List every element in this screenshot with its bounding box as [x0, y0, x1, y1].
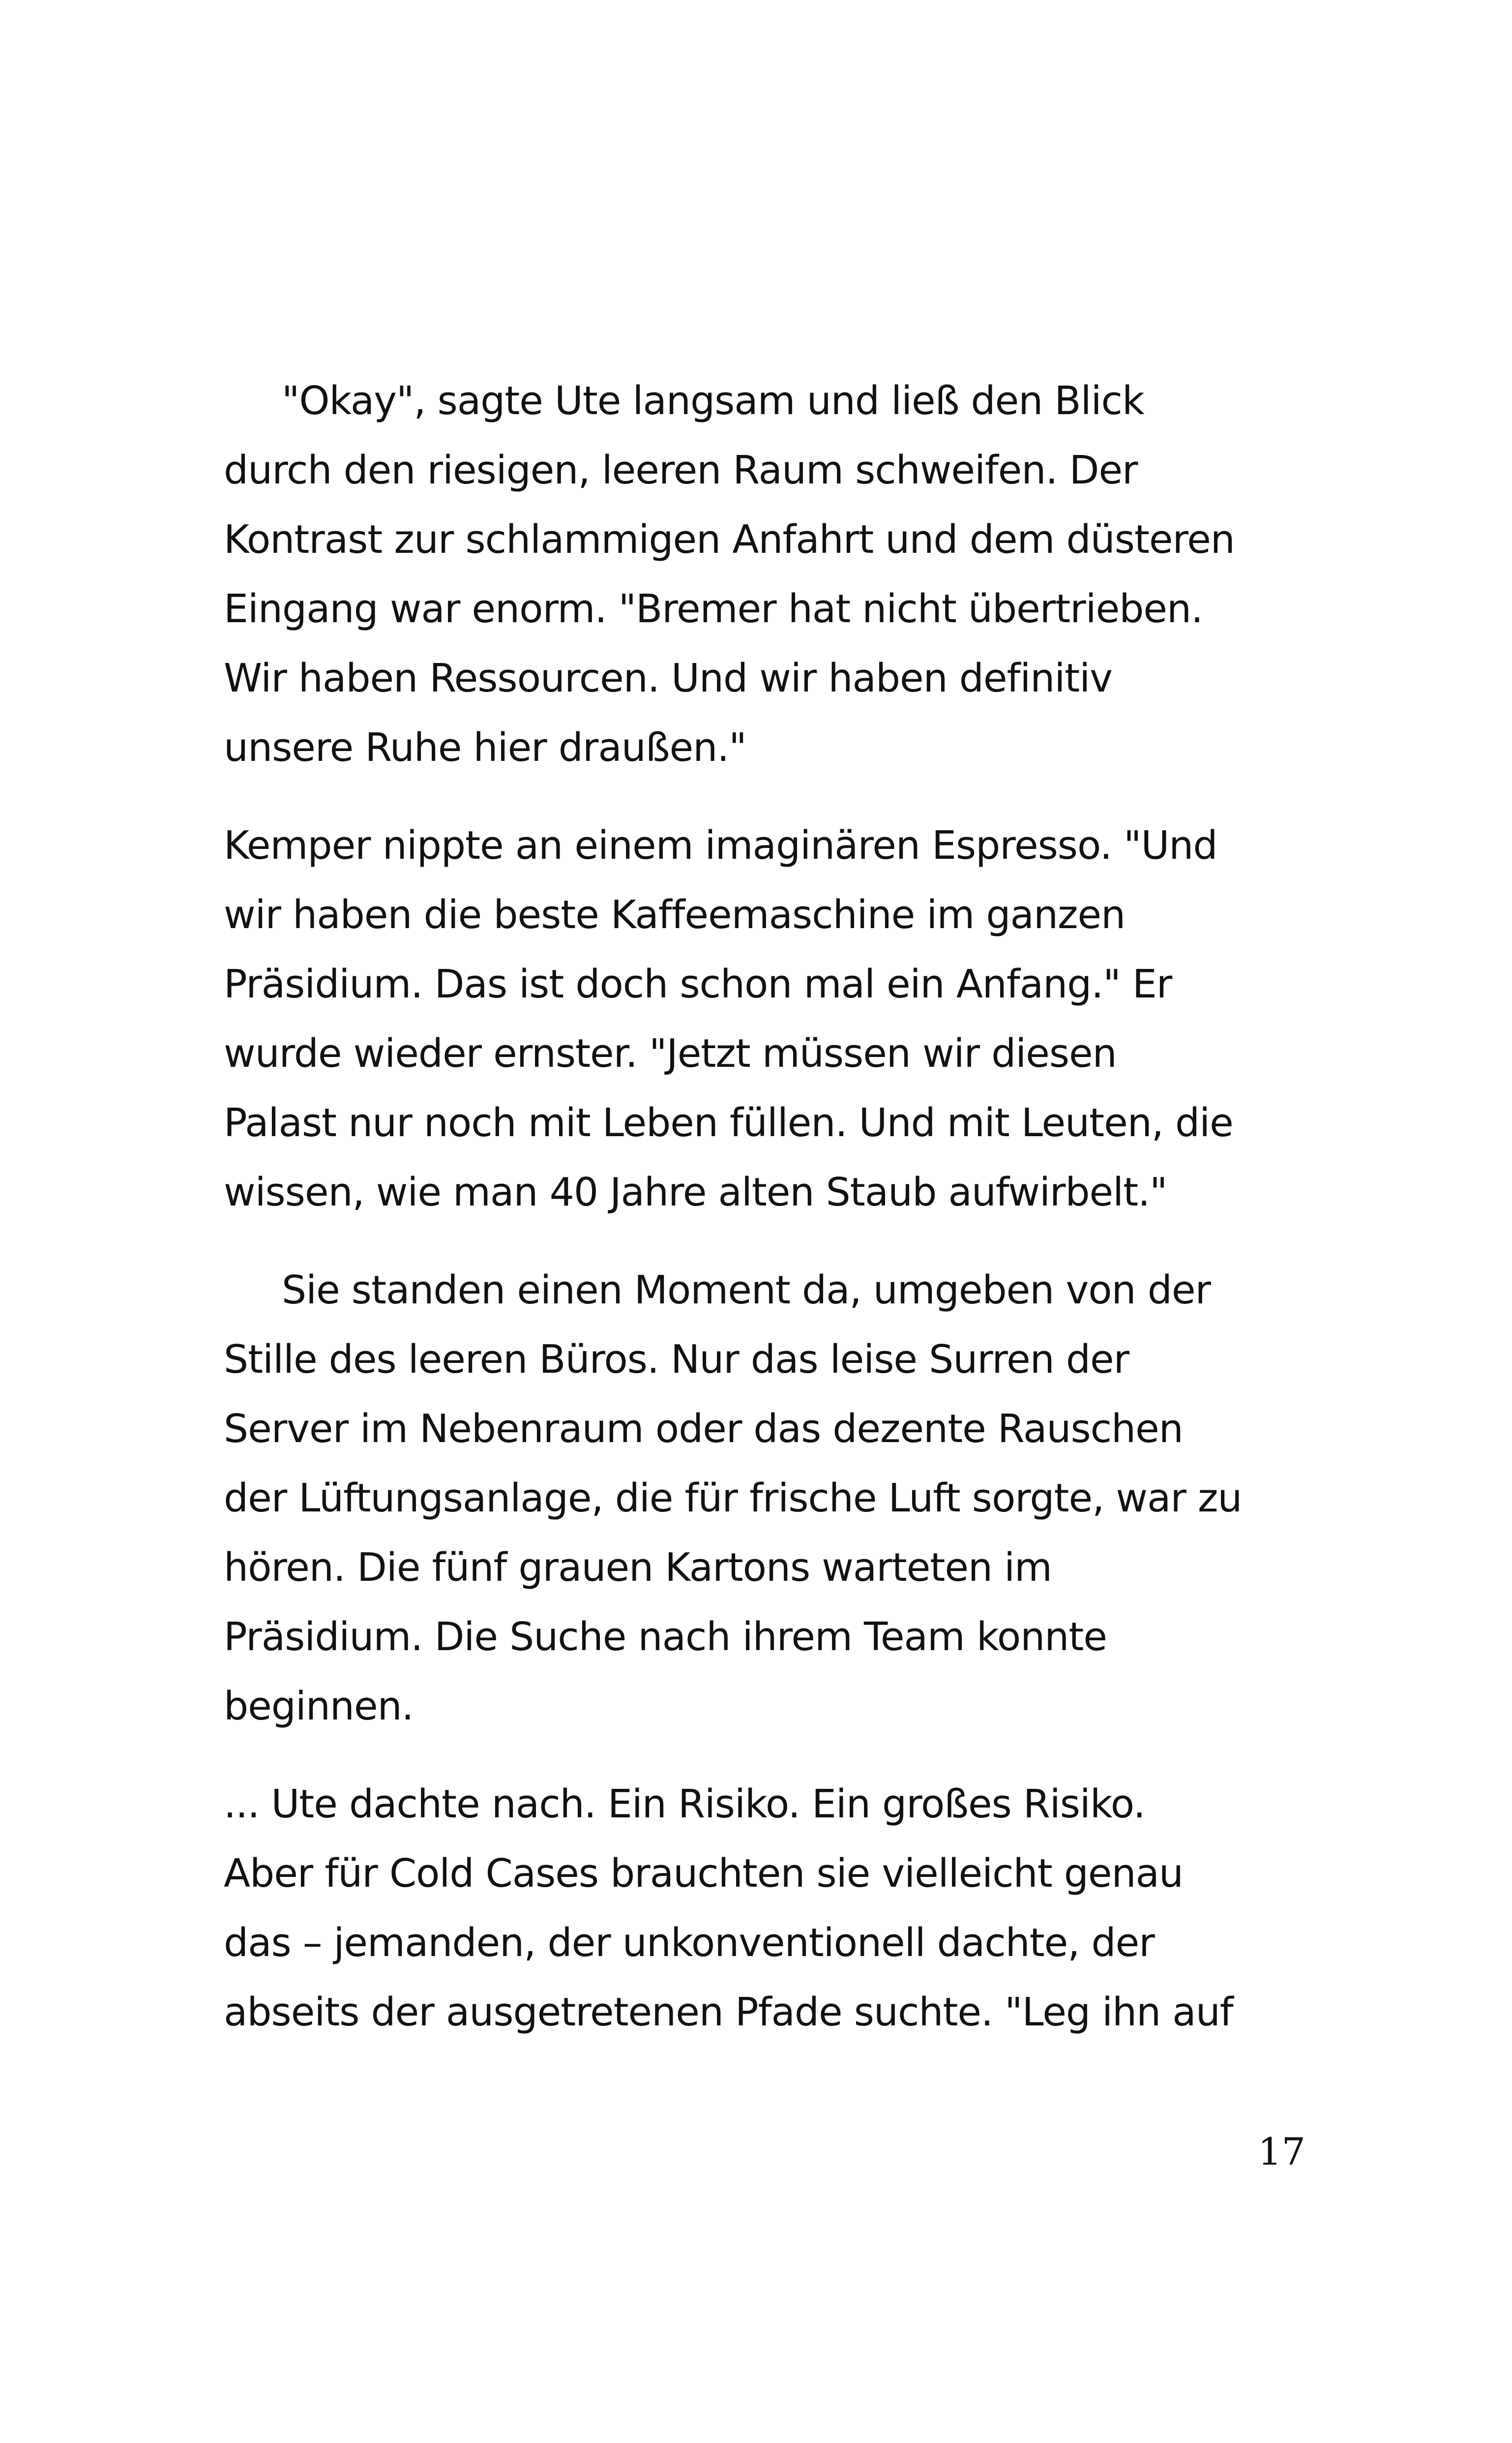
- paragraph-1: [224, 366, 1325, 783]
- body-text: [224, 366, 1325, 2076]
- text-line: Sie standen einen Moment da, umgeben von der: [282, 1267, 1211, 1313]
- paragraph-3: [224, 1256, 1325, 1741]
- text-line: Palast nur noch mit Leben füllen. Und mit Leuten, die: [224, 1100, 1233, 1146]
- text-line: hören. Die fünf grauen Kartons warteten im: [224, 1545, 1052, 1590]
- page-number: 17: [1258, 2130, 1305, 2173]
- text-line: wir haben die beste Kaffeemaschine im ganzen: [224, 892, 1126, 937]
- text-line: Präsidium. Die Suche nach ihrem Team konnte: [224, 1614, 1107, 1659]
- text-line: Stille des leeren Büros. Nur das leise Surren der: [224, 1337, 1129, 1382]
- text-line: Präsidium. Das ist doch schon mal ein Anfang." Er: [224, 962, 1172, 1007]
- text-line: Server im Nebenraum oder das dezente Rauschen: [224, 1406, 1183, 1451]
- text-line: der Lüftungsanlage, die für frische Luft sorgte, war zu: [224, 1476, 1242, 1521]
- text-line: Wir haben Ressourcen. Und wir haben definitiv: [224, 656, 1112, 701]
- paragraph-4: [224, 1770, 1325, 2047]
- text-line: wissen, wie man 40 Jahre alten Staub aufwirbelt.": [224, 1170, 1167, 1215]
- text-line: wurde wieder ernster. "Jetzt müssen wir diesen: [224, 1031, 1117, 1076]
- text-line: "Okay", sagte Ute langsam und ließ den Blick: [282, 378, 1144, 423]
- text-line: durch den riesigen, leeren Raum schweifen. Der: [224, 448, 1138, 493]
- text-line: beginnen.: [224, 1684, 414, 1729]
- text-line: das – jemanden, der unkonventionell dachte, der: [224, 1920, 1155, 1965]
- text-line: Aber für Cold Cases brauchten sie vielleicht genau: [224, 1851, 1183, 1896]
- text-line: Kontrast zur schlammigen Anfahrt und dem düsteren: [224, 517, 1235, 562]
- text-line: Kemper nippte an einem imaginären Espresso. "Und: [224, 823, 1217, 868]
- text-line: unsere Ruhe hier draußen.": [224, 725, 746, 770]
- text-line: ... Ute dachte nach. Ein Risiko. Ein großes Risiko.: [224, 1781, 1145, 1827]
- paragraph-2: [224, 811, 1325, 1227]
- text-line: Eingang war enorm. "Bremer hat nicht übertrieben.: [224, 586, 1203, 632]
- text-line: abseits der ausgetretenen Pfade suchte. "Leg ihn auf: [224, 1990, 1233, 2035]
